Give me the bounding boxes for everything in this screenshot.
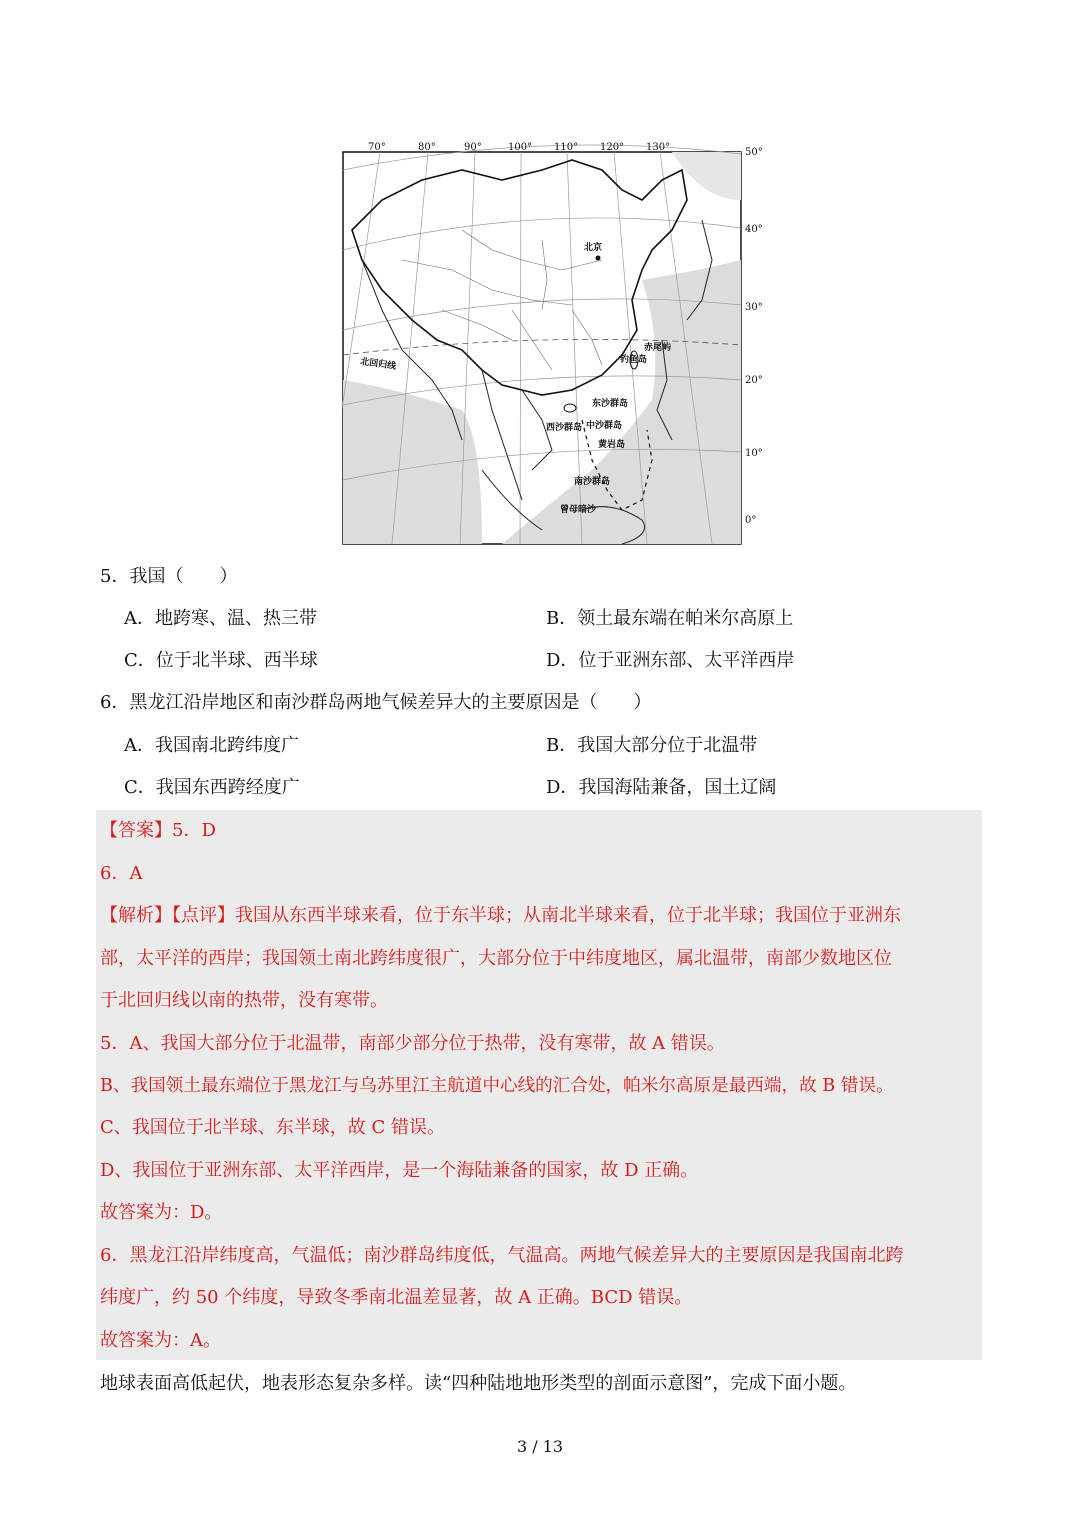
analysis-line-3: 于北回归线以南的热带，没有寒带。 (100, 990, 388, 1011)
analysis-line-2: 部，太平洋的西岸；我国领土南北跨纬度很广，大部分位于中纬度地区，属北温带，南部少数地区位 (100, 948, 892, 969)
lon-label-70: 70° (368, 142, 386, 153)
q6-option-d: D．我国海陆兼备，国土辽阔 (546, 777, 777, 798)
asia-map-figure (342, 140, 782, 548)
lon-label-130: 130° (646, 142, 671, 153)
lon-label-110: 110° (554, 142, 579, 153)
label-diaoyu: 钓鱼岛 (620, 355, 648, 365)
explain-6a: 6．黑龙江沿岸纬度高，气温低；南沙群岛纬度低，气温高。两地气候差异大的主要原因是我国南北跨 (100, 1245, 904, 1266)
label-huangyan: 黄岩岛 (598, 440, 626, 450)
answer-tag: 【答案】 (100, 820, 172, 841)
lon-label-120: 120° (600, 142, 625, 153)
q5-option-b: B．领土最东端在帕米尔高原上 (546, 608, 794, 629)
lon-label-100: 100° (508, 142, 533, 153)
question-5-stem: 5．我国（ ） (100, 566, 238, 587)
label-nansha: 南沙群岛 (574, 477, 611, 487)
explain-6b: 纬度广，约 50 个纬度，导致冬季南北温差显著，故 A 正确。BCD 错误。 (100, 1287, 693, 1308)
q5-option-a: A．地跨寒、温、热三带 (124, 608, 317, 629)
lat-label-10: 10° (745, 448, 763, 459)
answer-q6: 6．A (100, 863, 143, 884)
lat-label-50: 50° (745, 147, 763, 158)
label-beijing: 北京 (584, 243, 603, 253)
q5-option-c: C．位于北半球、西半球 (124, 650, 318, 671)
label-zhongsha: 中沙群岛 (586, 421, 623, 431)
lon-label-90: 90° (464, 142, 482, 153)
answer-line-1 (100, 818, 216, 844)
explain-5a: 5．A、我国大部分位于北温带，南部少部分位于热带，没有寒带，故 A 错误。 (100, 1033, 725, 1054)
explain-5d: D、我国位于亚洲东部、太平洋西岸，是一个海陆兼备的国家，故 D 正确。 (100, 1160, 699, 1181)
analysis-tag: 【解析】【点评】 (100, 905, 235, 926)
answer-q5: 5．D (172, 820, 216, 841)
explain-5c: C、我国位于北半球、东半球，故 C 错误。 (100, 1117, 445, 1138)
lat-label-40: 40° (745, 224, 763, 235)
q6-option-c: C．我国东西跨经度广 (124, 777, 300, 798)
label-tropic: 北回归线 (359, 357, 397, 372)
q6-option-a: A．我国南北跨纬度广 (124, 735, 299, 756)
explain-5-conclusion: 故答案为：D。 (100, 1202, 223, 1223)
lon-label-80: 80° (418, 142, 436, 153)
analysis-text-1: 我国从东西半球来看，位于东半球；从南北半球来看，位于北半球；我国位于亚洲东 (235, 905, 901, 926)
beijing-marker (596, 256, 601, 261)
label-zengmu: 曾母暗沙 (560, 505, 597, 515)
page-number: 3 / 13 (516, 1437, 564, 1456)
next-section-intro: 地球表面高低起伏，地表形态复杂多样。读“四种陆地地形类型的剖面示意图”，完成下面小题。 (100, 1373, 857, 1394)
lat-label-20: 20° (745, 375, 763, 386)
lat-label-30: 30° (745, 302, 763, 313)
map-svg (342, 140, 782, 548)
question-6-stem: 6．黑龙江沿岸地区和南沙群岛两地气候差异大的主要原因是（ ） (100, 692, 652, 713)
lat-label-0: 0° (745, 515, 757, 526)
explain-5b: B、我国领土最东端位于黑龙江与乌苏里江主航道中心线的汇合处，帕米尔高原是最西端，故 B 错误。 (100, 1076, 894, 1096)
explain-6-conclusion: 故答案为：A。 (100, 1330, 221, 1351)
analysis-line-1 (100, 903, 901, 929)
label-dongsha: 东沙群岛 (592, 399, 629, 409)
label-chiwei: 赤尾屿 (644, 343, 672, 353)
label-xisha: 西沙群岛 (546, 423, 583, 433)
q5-option-d: D．位于亚洲东部、太平洋西岸 (546, 650, 795, 671)
q6-option-b: B．我国大部分位于北温带 (546, 735, 758, 756)
